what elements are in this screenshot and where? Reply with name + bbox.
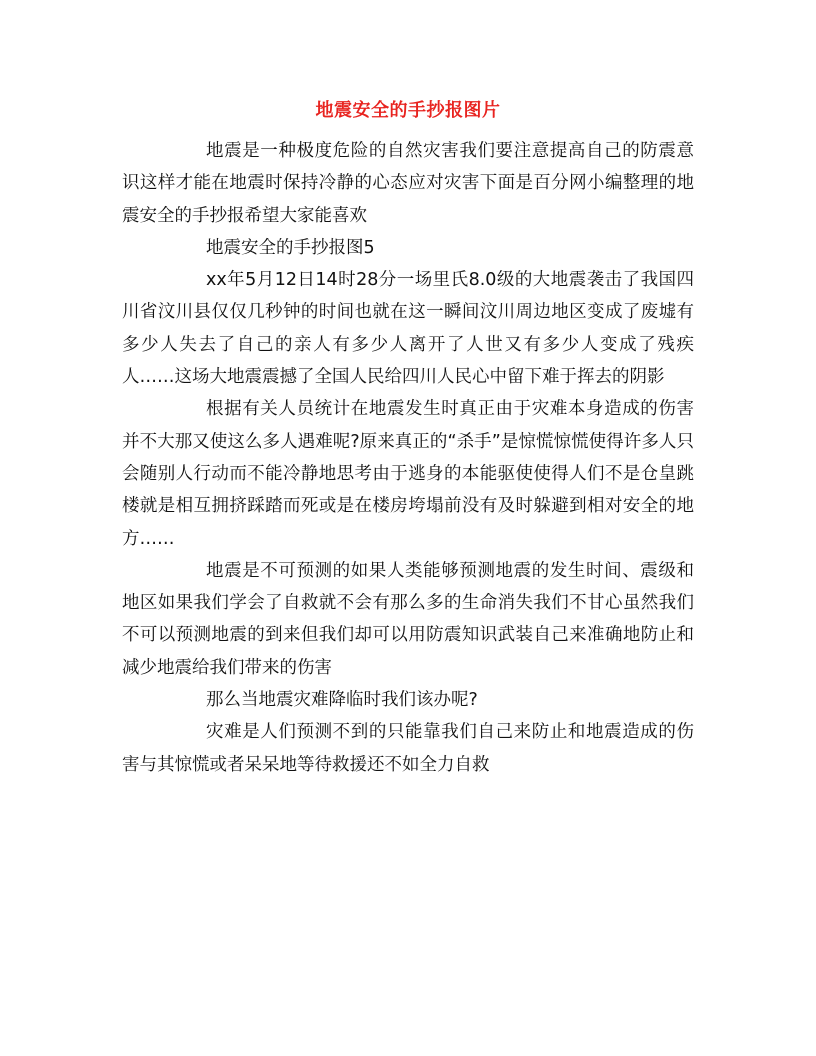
paragraph-intro: 地震是一种极度危险的自然灾害我们要注意提高自己的防震意识这样才能在地震时保持冷静的心态应对灾害下面是百分网小编整理的地震安全的手抄报希望大家能喜欢 [122, 141, 694, 226]
paragraph-prediction: 地震是不可预测的如果人类能够预测地震的发生时间、震级和地区如果我们学会了自救就不会有那么多的生命消失我们不甘心虽然我们不可以预测地震的到来但我们却可以用防震知识武装自己来准确地防止和减少地震给我们带来的伤害 [122, 560, 694, 678]
paragraph-image-caption: 地震安全的手抄报图5 [206, 237, 375, 258]
paragraph-question: 那么当地震灾难降临时我们该办呢? [206, 690, 478, 711]
paragraph-wenchuan-earthquake: xx年5月12日14时28分一场里氏8.0级的大地震袭击了我国四川省汶川县仅仅几秒钟的时间也就在这一瞬间汶川周边地区变成了废墟有多少人失去了自己的亲人有多少人离开了人世又有多少人变成了残疾人……这场大地震震撼了全国人民给四川人民心中留下难于挥去的阴影 [122, 270, 694, 388]
paragraph-panic-cause: 根据有关人员统计在地震发生时真正由于灾难本身造成的伤害并不大那又使这么多人遇难呢?原来真正的“杀手”是惊慌惊慌使得许多人只会随别人行动而不能冷静地思考由于逃身的本能驱使使得人们不是仓皇跳楼就是相互拥挤踩踏而死或是在楼房垮塌前没有及时躲避到相对安全的地方…… [122, 399, 694, 549]
paragraph-self-rescue: 灾难是人们预测不到的只能靠我们自己来防止和地震造成的伤害与其惊慌或者呆呆地等待救援还不如全力自救 [122, 722, 694, 775]
page-title: 地震安全的手抄报图片 [315, 100, 501, 121]
document-body [122, 135, 694, 781]
